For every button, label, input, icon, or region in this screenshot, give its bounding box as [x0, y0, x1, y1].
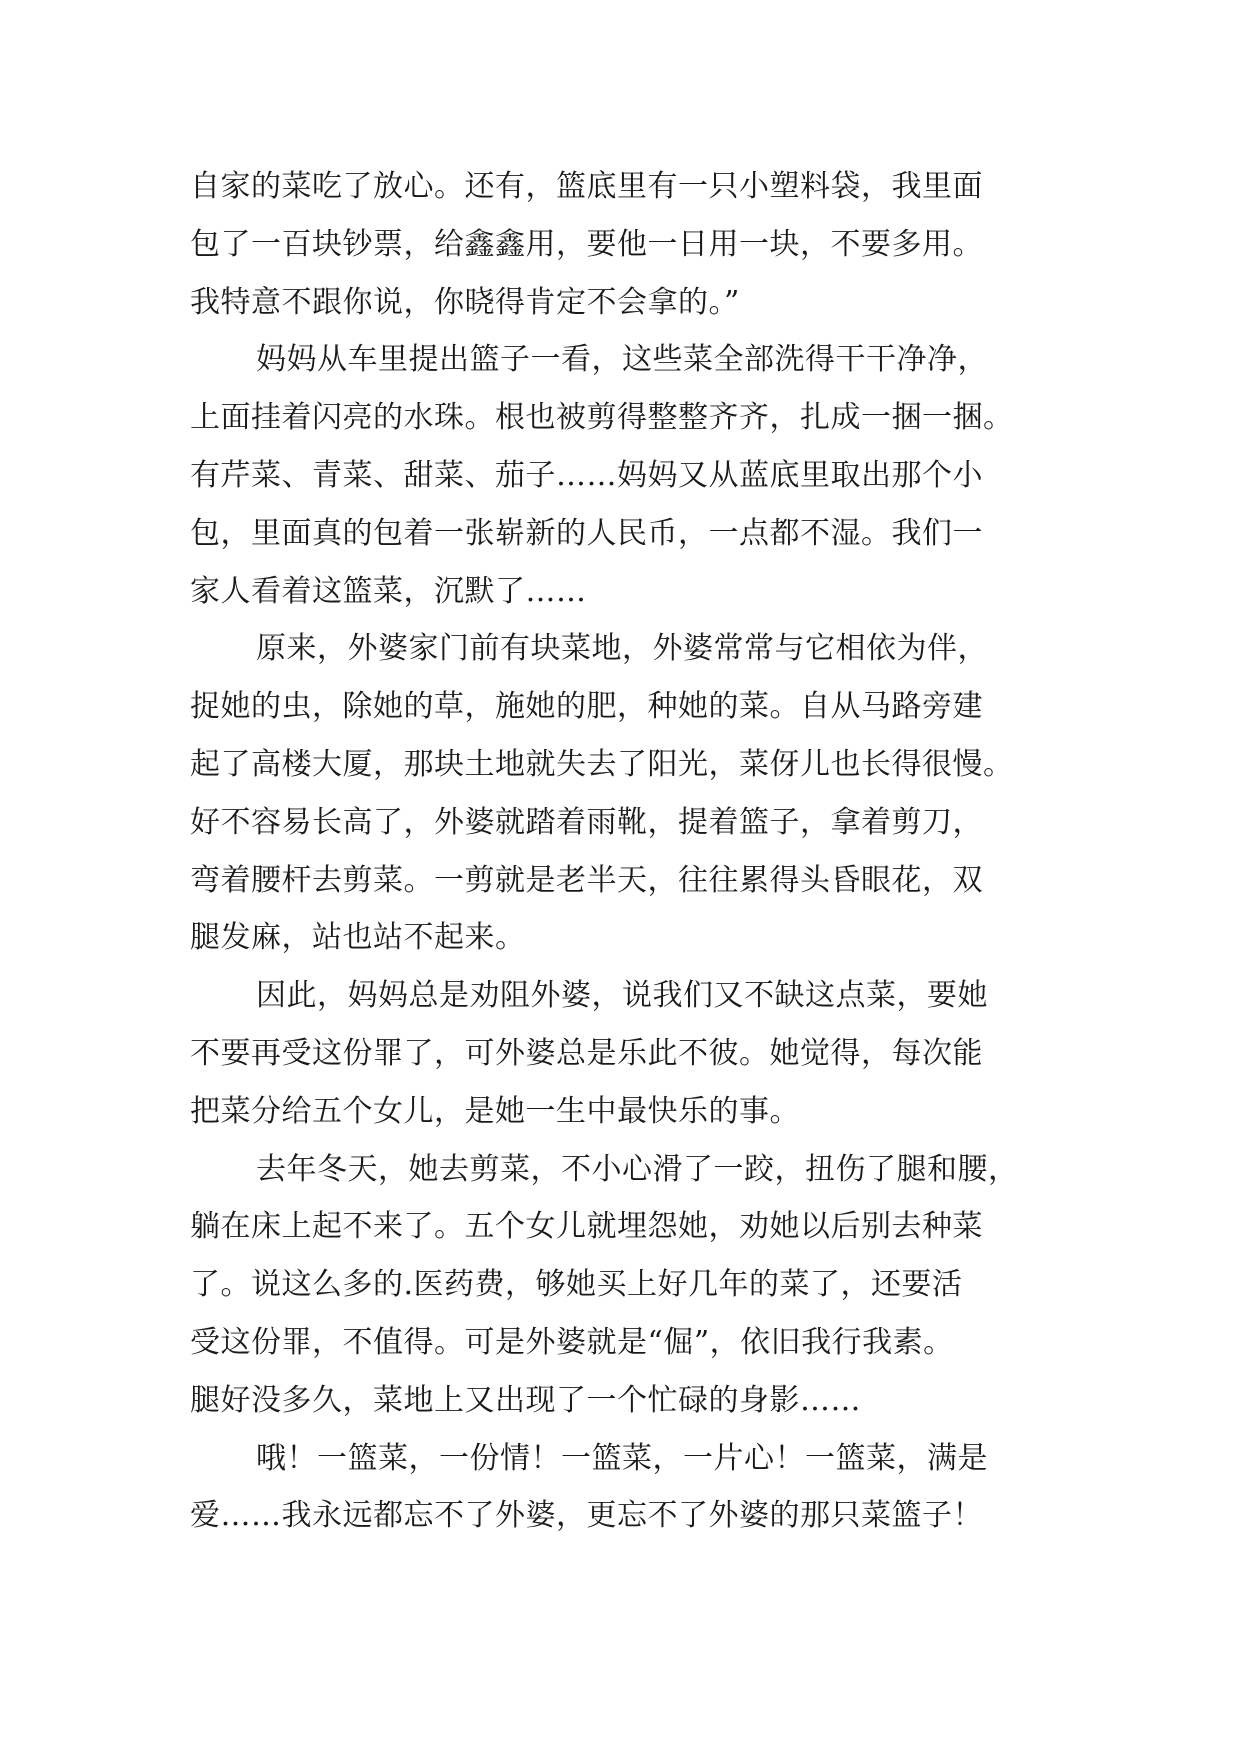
body-text [190, 158, 1090, 1545]
text-line: 了。说这么多的.医药费，够她买上好几年的菜了，还要活 [190, 1267, 963, 1303]
text-line: 不要再受这份罪了，可外婆总是乐此不彼。她觉得，每次能 [190, 1035, 983, 1071]
text-line: 起了高楼大厦，那块土地就失去了阳光，菜伢儿也长得很慢。 [190, 746, 1014, 782]
text-line: 我特意不跟你说，你晓得肯定不会拿的。” [190, 284, 740, 320]
text-line: 弯着腰杆去剪菜。一剪就是老半天，往往累得头昏眼花，双 [190, 862, 983, 898]
paragraph-first-line: 去年冬天，她去剪菜，不小心滑了一跤，扭伤了腿和腰， [256, 1151, 1019, 1187]
text-line: 包了一百块钞票，给鑫鑫用，要他一日用一块，不要多用。 [190, 226, 983, 262]
text-line: 腿好没多久，菜地上又出现了一个忙碌的身影…… [190, 1382, 861, 1418]
text-line: 上面挂着闪亮的水珠。根也被剪得整整齐齐，扎成一捆一捆。 [190, 400, 1014, 436]
text-line: 有芹菜、青菜、甜菜、茄子……妈妈又从蓝底里取出那个小 [190, 457, 983, 493]
text-line: 腿发麻，站也站不起来。 [190, 920, 526, 956]
text-line: 爱……我永远都忘不了外婆，更忘不了外婆的那只菜篮子！ [190, 1498, 983, 1534]
text-line: 受这份罪，不值得。可是外婆就是“倔”，依旧我行我素。 [190, 1324, 954, 1360]
text-line: 把菜分给五个女儿，是她一生中最快乐的事。 [190, 1093, 800, 1129]
text-line: 捉她的虫，除她的草，施她的肥，种她的菜。自从马路旁建 [190, 689, 983, 725]
paragraph-first-line: 原来，外婆家门前有块菜地，外婆常常与它相依为伴， [256, 631, 988, 667]
paragraph-first-line: 哦！一篮菜，一份情！一篮菜，一片心！一篮菜，满是 [256, 1440, 988, 1476]
text-line: 躺在床上起不来了。五个女儿就埋怨她，劝她以后别去种菜 [190, 1209, 983, 1245]
text-line: 好不容易长高了，外婆就踏着雨靴，提着篮子，拿着剪刀， [190, 804, 983, 840]
text-line: 包，里面真的包着一张崭新的人民币，一点都不湿。我们一 [190, 515, 983, 551]
text-line: 家人看着这篮菜，沉默了…… [190, 573, 587, 609]
paragraph-first-line: 妈妈从车里提出篮子一看，这些菜全部洗得干干净净， [256, 342, 988, 378]
paragraph-first-line: 因此，妈妈总是劝阻外婆，说我们又不缺这点菜，要她 [256, 978, 988, 1014]
text-line: 自家的菜吃了放心。还有，篮底里有一只小塑料袋，我里面 [190, 169, 983, 204]
